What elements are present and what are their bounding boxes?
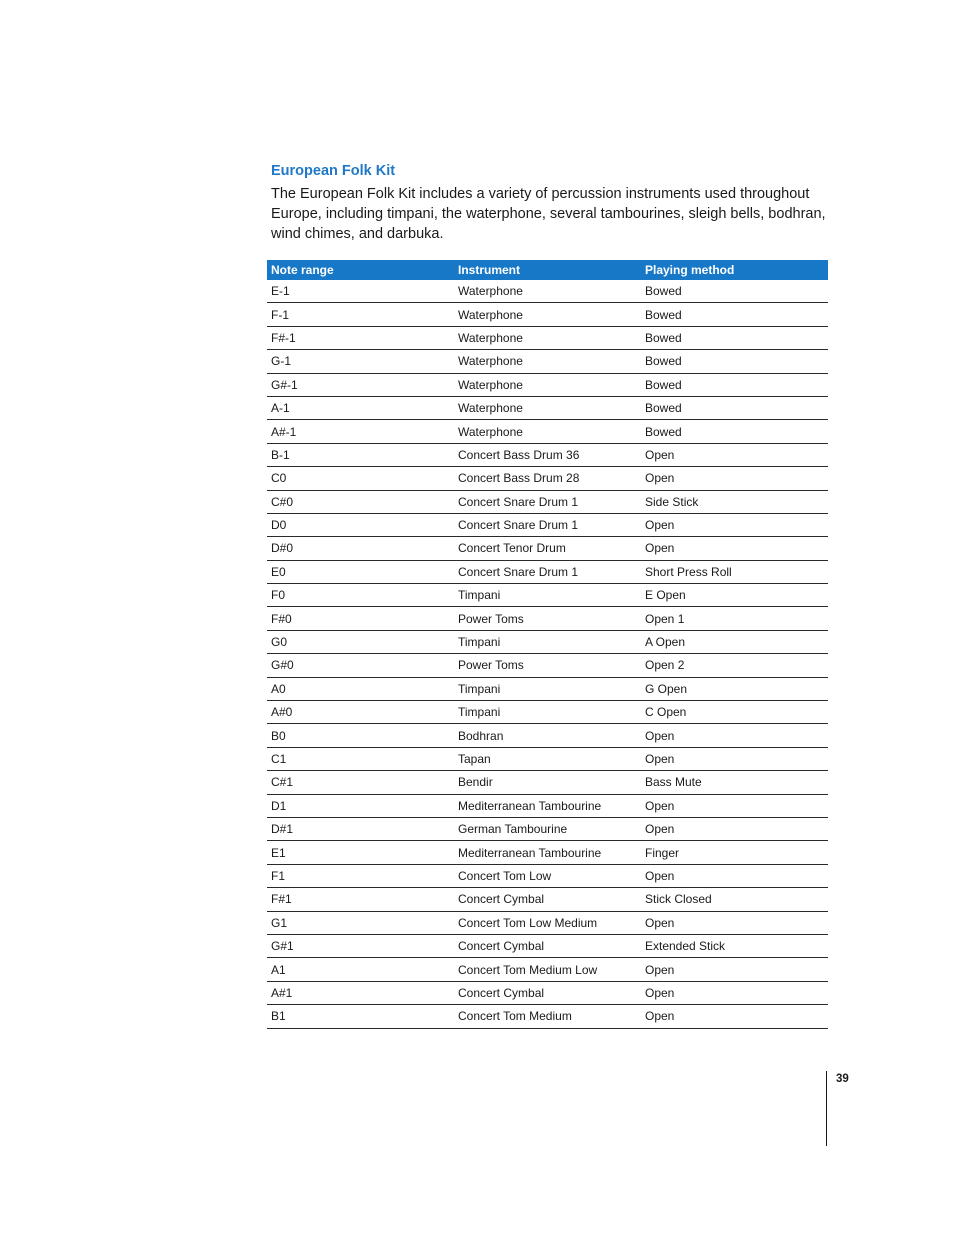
playing-method-cell: Open bbox=[641, 817, 828, 840]
table-row bbox=[267, 584, 828, 607]
table-row bbox=[267, 420, 828, 443]
table-row bbox=[267, 490, 828, 513]
instrument-cell: Concert Cymbal bbox=[454, 888, 641, 911]
table-row bbox=[267, 911, 828, 934]
table-header-row bbox=[267, 260, 828, 280]
section-intro: The European Folk Kit includes a variety of percussion instruments used throughout Europe, including timpani, the waterphone, several tambourines, sleigh bells, bodhran, wind chimes, and darbuka. bbox=[271, 186, 826, 242]
instrument-cell: Concert Bass Drum 36 bbox=[454, 443, 641, 466]
playing-method-cell: Bowed bbox=[641, 350, 828, 373]
header-playing-method: Playing method bbox=[641, 260, 828, 280]
table-row bbox=[267, 443, 828, 466]
instrument-cell: Waterphone bbox=[454, 373, 641, 396]
instrument-cell: Waterphone bbox=[454, 396, 641, 419]
note-range-cell: G0 bbox=[267, 630, 454, 653]
section-title: European Folk Kit bbox=[271, 163, 396, 179]
playing-method-cell: Bowed bbox=[641, 303, 828, 326]
playing-method-cell: Bowed bbox=[641, 396, 828, 419]
instrument-table bbox=[267, 260, 828, 1029]
instrument-cell: Waterphone bbox=[454, 326, 641, 349]
note-range-cell: C1 bbox=[267, 747, 454, 770]
playing-method-cell: Open bbox=[641, 537, 828, 560]
table-row bbox=[267, 771, 828, 794]
note-range-cell: B-1 bbox=[267, 443, 454, 466]
table-row bbox=[267, 794, 828, 817]
note-range-cell: A0 bbox=[267, 677, 454, 700]
note-range-cell: A1 bbox=[267, 958, 454, 981]
instrument-cell: Power Toms bbox=[454, 607, 641, 630]
instrument-cell: Tapan bbox=[454, 747, 641, 770]
instrument-cell: Concert Snare Drum 1 bbox=[454, 560, 641, 583]
note-range-cell: F#1 bbox=[267, 888, 454, 911]
playing-method-cell: Open 1 bbox=[641, 607, 828, 630]
playing-method-cell: Stick Closed bbox=[641, 888, 828, 911]
playing-method-cell: Extended Stick bbox=[641, 934, 828, 957]
table-row bbox=[267, 513, 828, 536]
note-range-cell: B0 bbox=[267, 724, 454, 747]
note-range-cell: A-1 bbox=[267, 396, 454, 419]
note-range-cell: F0 bbox=[267, 584, 454, 607]
table-row bbox=[267, 654, 828, 677]
note-range-cell: C#1 bbox=[267, 771, 454, 794]
playing-method-cell: Open bbox=[641, 864, 828, 887]
instrument-cell: Timpani bbox=[454, 701, 641, 724]
page-number: 39 bbox=[836, 1073, 849, 1085]
note-range-cell: A#0 bbox=[267, 701, 454, 724]
page-margin-rule bbox=[826, 1071, 827, 1146]
note-range-cell: F#-1 bbox=[267, 326, 454, 349]
note-range-cell: G-1 bbox=[267, 350, 454, 373]
playing-method-cell: Bowed bbox=[641, 373, 828, 396]
playing-method-cell: Bass Mute bbox=[641, 771, 828, 794]
table-row bbox=[267, 467, 828, 490]
playing-method-cell: Open bbox=[641, 911, 828, 934]
playing-method-cell: Open bbox=[641, 981, 828, 1004]
note-range-cell: D0 bbox=[267, 513, 454, 536]
table-row bbox=[267, 817, 828, 840]
note-range-cell: E1 bbox=[267, 841, 454, 864]
playing-method-cell: Side Stick bbox=[641, 490, 828, 513]
instrument-cell: Concert Bass Drum 28 bbox=[454, 467, 641, 490]
playing-method-cell: Open bbox=[641, 747, 828, 770]
instrument-cell: Waterphone bbox=[454, 350, 641, 373]
playing-method-cell: G Open bbox=[641, 677, 828, 700]
instrument-cell: Concert Cymbal bbox=[454, 981, 641, 1004]
note-range-cell: B1 bbox=[267, 1005, 454, 1028]
note-range-cell: C0 bbox=[267, 467, 454, 490]
table-row bbox=[267, 888, 828, 911]
instrument-cell: Waterphone bbox=[454, 280, 641, 303]
instrument-cell: Concert Tenor Drum bbox=[454, 537, 641, 560]
instrument-cell: Timpani bbox=[454, 630, 641, 653]
note-range-cell: G#0 bbox=[267, 654, 454, 677]
table-row bbox=[267, 934, 828, 957]
instrument-cell: Concert Tom Low Medium bbox=[454, 911, 641, 934]
table-row bbox=[267, 350, 828, 373]
note-range-cell: C#0 bbox=[267, 490, 454, 513]
instrument-cell: Concert Tom Medium bbox=[454, 1005, 641, 1028]
table-body bbox=[267, 280, 828, 1028]
table-row bbox=[267, 396, 828, 419]
table-row bbox=[267, 958, 828, 981]
instrument-cell: Bodhran bbox=[454, 724, 641, 747]
note-range-cell: E0 bbox=[267, 560, 454, 583]
table-row bbox=[267, 560, 828, 583]
instrument-cell: Bendir bbox=[454, 771, 641, 794]
header-note-range: Note range bbox=[267, 260, 454, 280]
table-row bbox=[267, 981, 828, 1004]
instrument-cell: Timpani bbox=[454, 677, 641, 700]
note-range-cell: A#1 bbox=[267, 981, 454, 1004]
instrument-cell: Concert Snare Drum 1 bbox=[454, 513, 641, 536]
playing-method-cell: Open 2 bbox=[641, 654, 828, 677]
playing-method-cell: Bowed bbox=[641, 326, 828, 349]
instrument-cell: Concert Tom Medium Low bbox=[454, 958, 641, 981]
table-row bbox=[267, 747, 828, 770]
note-range-cell: F#0 bbox=[267, 607, 454, 630]
instrument-cell: Power Toms bbox=[454, 654, 641, 677]
table-row bbox=[267, 701, 828, 724]
note-range-cell: D#0 bbox=[267, 537, 454, 560]
table-row bbox=[267, 1005, 828, 1028]
playing-method-cell: C Open bbox=[641, 701, 828, 724]
playing-method-cell: E Open bbox=[641, 584, 828, 607]
playing-method-cell: Open bbox=[641, 794, 828, 817]
instrument-cell: Waterphone bbox=[454, 420, 641, 443]
instrument-cell: Waterphone bbox=[454, 303, 641, 326]
note-range-cell: F-1 bbox=[267, 303, 454, 326]
playing-method-cell: Bowed bbox=[641, 420, 828, 443]
playing-method-cell: A Open bbox=[641, 630, 828, 653]
header-instrument: Instrument bbox=[454, 260, 641, 280]
note-range-cell: F1 bbox=[267, 864, 454, 887]
table-row bbox=[267, 280, 828, 303]
playing-method-cell: Open bbox=[641, 958, 828, 981]
instrument-cell: Mediterranean Tambourine bbox=[454, 841, 641, 864]
instrument-cell: Concert Tom Low bbox=[454, 864, 641, 887]
table-row bbox=[267, 537, 828, 560]
table-row bbox=[267, 303, 828, 326]
table-row bbox=[267, 630, 828, 653]
table-row bbox=[267, 677, 828, 700]
note-range-cell: A#-1 bbox=[267, 420, 454, 443]
instrument-cell: Concert Cymbal bbox=[454, 934, 641, 957]
table-row bbox=[267, 607, 828, 630]
instrument-cell: Mediterranean Tambourine bbox=[454, 794, 641, 817]
table-row bbox=[267, 724, 828, 747]
playing-method-cell: Open bbox=[641, 1005, 828, 1028]
instrument-cell: Concert Snare Drum 1 bbox=[454, 490, 641, 513]
playing-method-cell: Open bbox=[641, 724, 828, 747]
note-range-cell: D1 bbox=[267, 794, 454, 817]
table-row bbox=[267, 864, 828, 887]
instrument-cell: German Tambourine bbox=[454, 817, 641, 840]
instrument-cell: Timpani bbox=[454, 584, 641, 607]
note-range-cell: G#-1 bbox=[267, 373, 454, 396]
note-range-cell: G#1 bbox=[267, 934, 454, 957]
note-range-cell: E-1 bbox=[267, 280, 454, 303]
playing-method-cell: Open bbox=[641, 513, 828, 536]
note-range-cell: D#1 bbox=[267, 817, 454, 840]
playing-method-cell: Finger bbox=[641, 841, 828, 864]
playing-method-cell: Bowed bbox=[641, 280, 828, 303]
playing-method-cell: Open bbox=[641, 467, 828, 490]
table-row bbox=[267, 841, 828, 864]
note-range-cell: G1 bbox=[267, 911, 454, 934]
playing-method-cell: Open bbox=[641, 443, 828, 466]
playing-method-cell: Short Press Roll bbox=[641, 560, 828, 583]
table-row bbox=[267, 373, 828, 396]
table-row bbox=[267, 326, 828, 349]
